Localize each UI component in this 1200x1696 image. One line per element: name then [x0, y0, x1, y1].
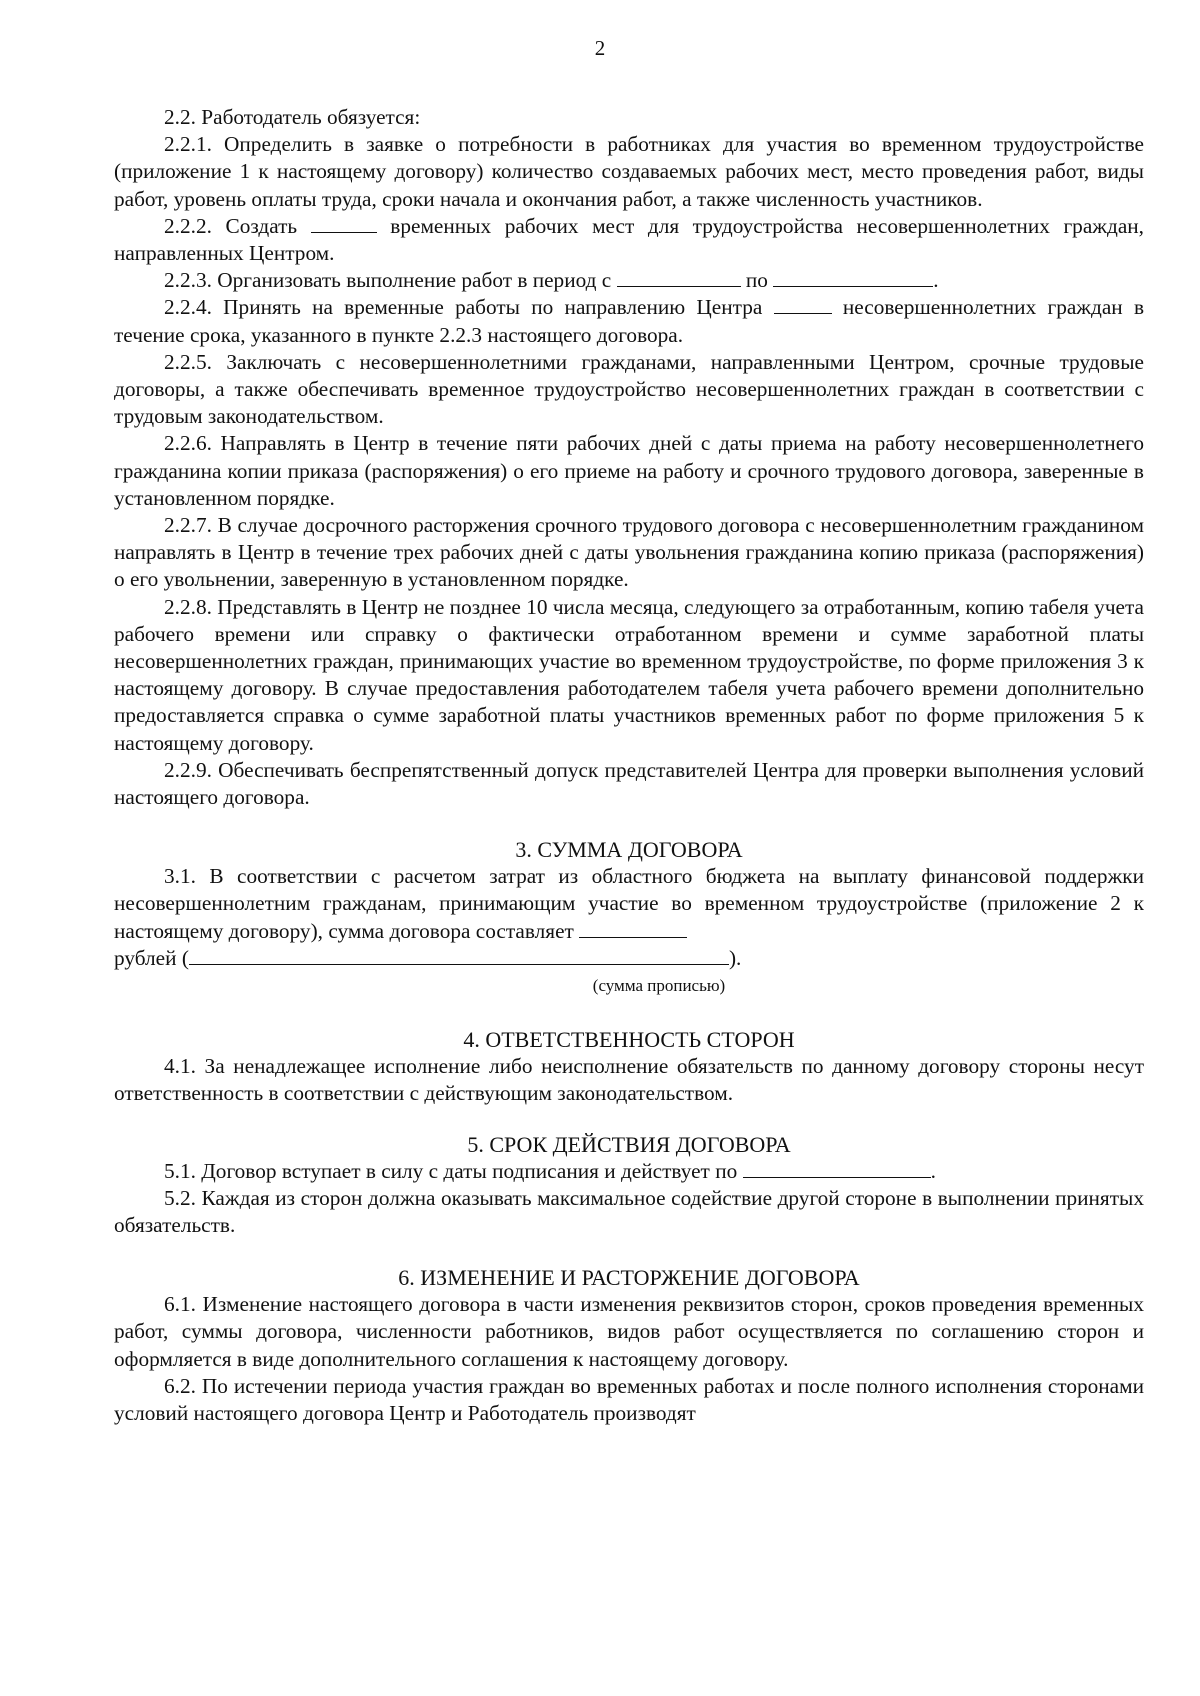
section-4-heading: 4. ОТВЕТСТВЕННОСТЬ СТОРОН: [463, 1027, 795, 1053]
blank-minors-count[interactable]: [774, 295, 832, 314]
blank-contract-end-date[interactable]: [743, 1159, 931, 1178]
section-3-heading: 3. СУММА ДОГОВОРА: [515, 837, 743, 863]
clause-3-1-text-b: рублей (: [114, 945, 189, 970]
clause-2-2-4-text-a: 2.2.4. Принять на временные работы по направлению Центра: [164, 295, 763, 320]
blank-contract-sum[interactable]: [579, 919, 687, 938]
clause-2-2-2-text-b: временных рабочих мест для трудоустройства несовершеннолетних граждан, направленных Центром.: [114, 213, 1145, 266]
clause-5-1-text-b: .: [930, 1158, 936, 1183]
blank-period-end[interactable]: [773, 268, 933, 287]
clause-2-2-4-text-b: несовершеннолетних граждан в течение срока, указанного в пункте 2.2.3 настоящего договора.: [114, 295, 1145, 347]
clause-3-1-sum-words: [114, 945, 1144, 972]
clause-2-2-8: 2.2.8. Представлять в Центр не позднее 10 числа месяца, следующего за отработанным, копию табеля учета рабочего времени или справку о фактически отработанном времени и сумме заработной платы несовершеннолетних граждан, принимающих участие во временном трудоустройстве, по форме приложения 3 к настоящему договору. В случае предоставления работодателем табеля учета рабочего времени дополнительно предоставляется справка о сумме заработной платы участников временных работ по форме приложения 5 к настоящему договору.: [114, 594, 1144, 755]
clause-3-1: [114, 863, 1144, 945]
clause-2-2-2: [114, 213, 1144, 267]
document-body: [114, 104, 1144, 1427]
clause-2-2-9: 2.2.9. Обеспечивать беспрепятственный допуск представителей Центра для проверки выполнения условий настоящего договора.: [114, 757, 1144, 810]
clause-2-2: 2.2. Работодатель обязуется:: [164, 105, 421, 129]
clause-5-2: 5.2. Каждая из сторон должна оказывать максимальное содействие другой стороне в выполнении принятых обязательств.: [114, 1185, 1144, 1237]
clause-2-2-2-text-a: 2.2.2. Создать: [164, 213, 298, 238]
clause-2-2-3-text-a: 2.2.3. Организовать выполнение работ в период с: [164, 268, 612, 293]
blank-sum-in-words[interactable]: [189, 946, 729, 965]
section-6-heading: 6. ИЗМЕНЕНИЕ И РАСТОРЖЕНИЕ ДОГОВОРА: [398, 1265, 860, 1291]
clause-2-2-1: 2.2.1. Определить в заявке о потребности в работниках для участия во временном трудоустройстве (приложение 1 к настоящему договору) количество создаваемых рабочих мест, место проведения работ, виды работ, уровень оплаты труда, сроки начала и окончания работ, а также численность участников.: [114, 132, 1144, 211]
clause-2-2-5: 2.2.5. Заключать с несовершеннолетними гражданами, направленными Центром, срочные трудовые договоры, а также обеспечивать временное трудоустройство несовершеннолетних граждан в соответствии с трудовым законодательством.: [114, 349, 1144, 429]
clause-2-2-7: 2.2.7. В случае досрочного расторжения срочного трудового договора с несовершеннолетним гражданином направлять в Центр в течение трех рабочих дней с даты увольнения гражданина копию приказа (распоряжения) о его увольнении, заверенную в установленном порядке.: [114, 513, 1144, 592]
clause-6-2: 6.2. По истечении периода участия граждан во временных работах и после полного исполнения сторонами условий настоящего договора Центр и Работодатель производят: [114, 1373, 1144, 1425]
clause-3-1-text-c: ).: [728, 945, 742, 970]
clause-2-2-4: [114, 294, 1144, 348]
clause-4-1: 4.1. За ненадлежащее исполнение либо неисполнение обязательств по данному договору стороны несут ответственность в соответствии с действующим законодательством.: [114, 1054, 1144, 1106]
blank-jobs-count[interactable]: [311, 214, 377, 233]
clause-5-1-text-a: 5.1. Договор вступает в силу с даты подписания и действует по: [164, 1158, 738, 1183]
clause-2-2-3-text-c: .: [933, 268, 939, 293]
clause-3-1-text-a: 3.1. В соответствии с расчетом затрат из областного бюджета на выплату финансовой поддержки несовершеннолетним гражданам, принимающим участие во временном трудоустройстве (приложение 2 к настоящему договору), сумма договора составляет: [114, 864, 1144, 943]
clause-2-2-6: 2.2.6. Направлять в Центр в течение пяти рабочих дней с даты приема на работу несовершеннолетнего гражданина копии приказа (распоряжения) о его приеме на работу и срочного трудового договора, заверенные в установленном порядке.: [114, 431, 1144, 510]
page-number: 2: [594, 36, 606, 60]
clause-5-1: [114, 1158, 1144, 1185]
clause-2-2-3: [114, 267, 1144, 294]
clause-6-1: 6.1. Изменение настоящего договора в части изменения реквизитов сторон, сроков проведения временных работ, суммы договора, численности работников, видов работ осуществляется по соглашению сторон и оформляется в виде дополнительного соглашения к настоящему договору.: [114, 1292, 1144, 1371]
clause-2-2-3-text-b: по: [745, 268, 768, 293]
section-5-heading: 5. СРОК ДЕЙСТВИЯ ДОГОВОРА: [467, 1131, 791, 1157]
sum-in-words-caption: (сумма прописью): [592, 976, 726, 996]
blank-period-start[interactable]: [617, 268, 741, 287]
